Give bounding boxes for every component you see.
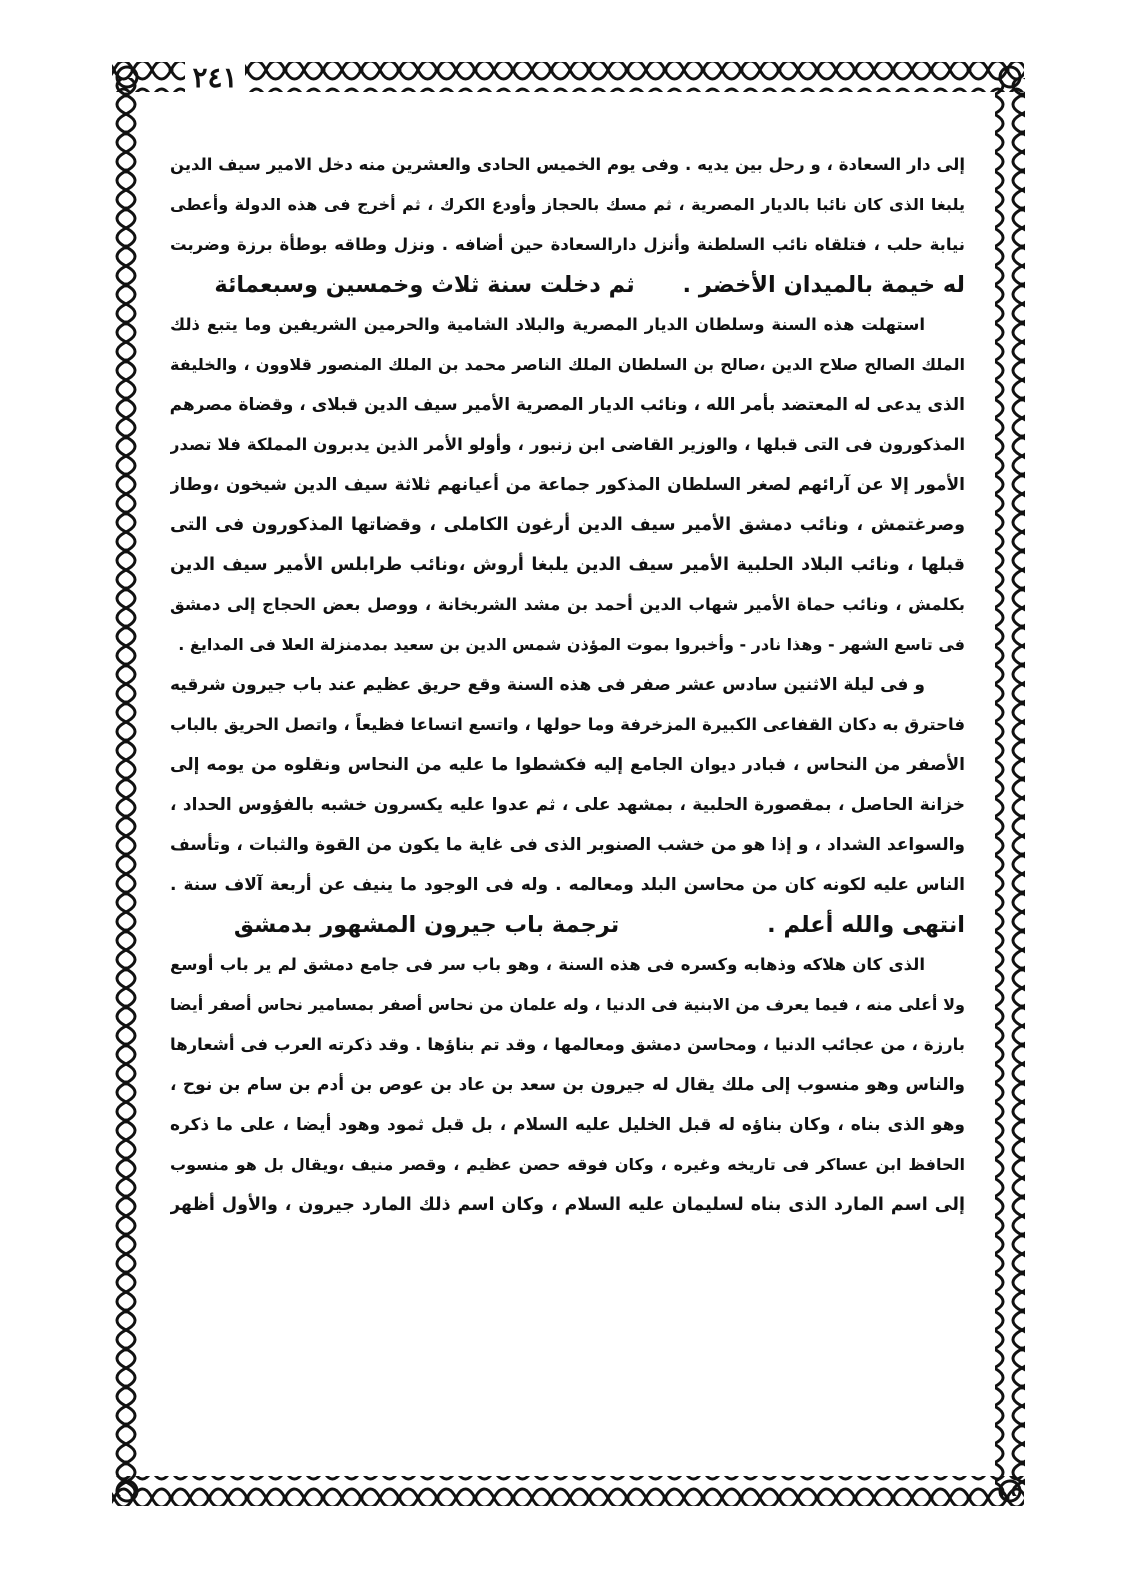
text-line: فى تاسع الشهر - وهذا نادر - وأخبروا بموت المؤذن شمس الدين بن سعيد بمدمنزلة العلا فى المدايغ . [178,635,965,654]
text-line: و فى ليلة الاثنين سادس عشر صفر فى هذه السنة وقع حريق عظيم عند باب جيرون شرقيه [170,675,925,695]
border-right [995,78,1025,1496]
text-line: الأصفر من النحاس ، فبادر ديوان الجامع إليه فكشطوا ما عليه من النحاس ونقلوه من يومه إلى [170,755,965,775]
text-line: فاحترق به دكان القفاعى الكبيرة المزخرفة وما حولها ، واتسع اتساعا فظيعاً ، واتصل الحريق بالباب [170,715,965,734]
text-line-end: له خيمة بالميدان الأخضر . [682,272,965,298]
text-line: الناس عليه لكونه كان من محاسن البلد ومعالمه . وله فى الوجود ما ينيف عن أربعة آلاف سنة . [170,875,965,895]
text-line: يلبغا الذى كان نائبا بالديار المصرية ، ثم مسك بالحجاز وأودع الكرك ، ثم أخرج فى هذه الدولة وأعطى [170,195,965,214]
text-line: والناس وهو منسوب إلى ملك يقال له جيرون بن سعد بن عاد بن عوص بن أدم بن سام بن نوح ، [170,1075,965,1095]
text-line: المذكورون فى التى قبلها ، والوزير القاضى ابن زنبور ، وأولو الأمر الذين يدبرون المملكة فلا تصدر [170,435,965,454]
year-heading: ثم دخلت سنة ثلاث وخمسين وسبعمائة [214,272,635,298]
text-line: ولا أعلى منه ، فيما يعرف من الابنية فى الدنيا ، وله علمان من نحاس أصفر بمسامير نحاس أصفر أيضا [170,995,965,1014]
text-line: الحافظ ابن عساكر فى تاريخه وغيره ، وكان فوقه حصن عظيم ، وقصر منيف ،ويقال بل هو منسوب [170,1155,965,1174]
border-left [112,78,142,1496]
text-line: الذى كان هلاكه وذهابه وكسره فى هذه السنة ، وهو باب سر فى جامع دمشق لم ير باب أوسع [170,955,925,974]
closing-phrase: انتهى والله أعلم . [767,912,965,938]
page-number: ٢٤١ [185,58,245,98]
text-line: وهو الذى بناه ، وكان بناؤه له قبل الخليل عليه السلام ، بل قبل ثمود وهود أيضا ، على ما ذكره [170,1115,965,1135]
text-line: استهلت هذه السنة وسلطان الديار المصرية والبلاد الشامية والحرمين الشريفين وما يتبع ذلك [170,315,925,334]
body-text [170,145,965,1485]
text-line: والسواعد الشداد ، و إذا هو من خشب الصنوبر الذى فى غاية ما يكون من القوة والثبات ، وتأسف [170,835,965,855]
text-line: الملك الصالح صلاح الدين ،صالح بن السلطان الملك الناصر محمد بن الملك المنصور قلاوون ، والخليفة [170,355,965,374]
text-line [170,265,965,305]
text-line: الأمور إلا عن آرائهم لصغر السلطان المذكور جماعة من أعيانهم ثلاثة سيف الدين شيخون ،وطاز [170,475,965,495]
section-heading: ترجمة باب جيرون المشهور بدمشق [233,912,620,938]
text-line: بكلمش ، ونائب حماة الأمير شهاب الدين أحمد بن مشد الشربخانة ، ووصل بعض الحجاج إلى دمشق [170,595,965,614]
border-top [112,62,1024,92]
text-line: قبلها ، ونائب البلاد الحلبية الأمير سيف الدين يلبغا أروش ،ونائب طرابلس الأمير سيف الدين [170,555,965,575]
text-line: بارزة ، من عجائب الدنيا ، ومحاسن دمشق ومعالمها ، وقد تم بناؤها . وقد ذكرته العرب فى أشعارها [170,1035,965,1054]
text-line [170,905,965,945]
text-line: الذى يدعى له المعتضد بأمر الله ، ونائب الديار المصرية الأمير سيف الدين قبلاى ، وقضاة مصرهم [170,395,965,415]
text-line: وصرغتمش ، ونائب دمشق الأمير سيف الدين أرغون الكاملى ، وقضاتها المذكورون فى التى [170,515,965,535]
text-line: إلى دار السعادة ، و رحل بين يديه . وفى يوم الخميس الحادى والعشرين منه دخل الامير سيف الدين [170,155,965,174]
text-line: إلى اسم المارد الذى بناه لسليمان عليه السلام ، وكان اسم ذلك المارد جيرون ، والأول أظهر [170,1195,965,1215]
text-line: خزانة الحاصل ، بمقصورة الحلبية ، بمشهد على ، ثم عدوا عليه يكسرون خشبه بالفؤوس الحداد ، [170,795,965,815]
text-line: نيابة حلب ، فتلقاه نائب السلطنة وأنزل دارالسعادة حين أضافه . ونزل وطاقه بوطأة برزة وضربت [170,235,965,254]
